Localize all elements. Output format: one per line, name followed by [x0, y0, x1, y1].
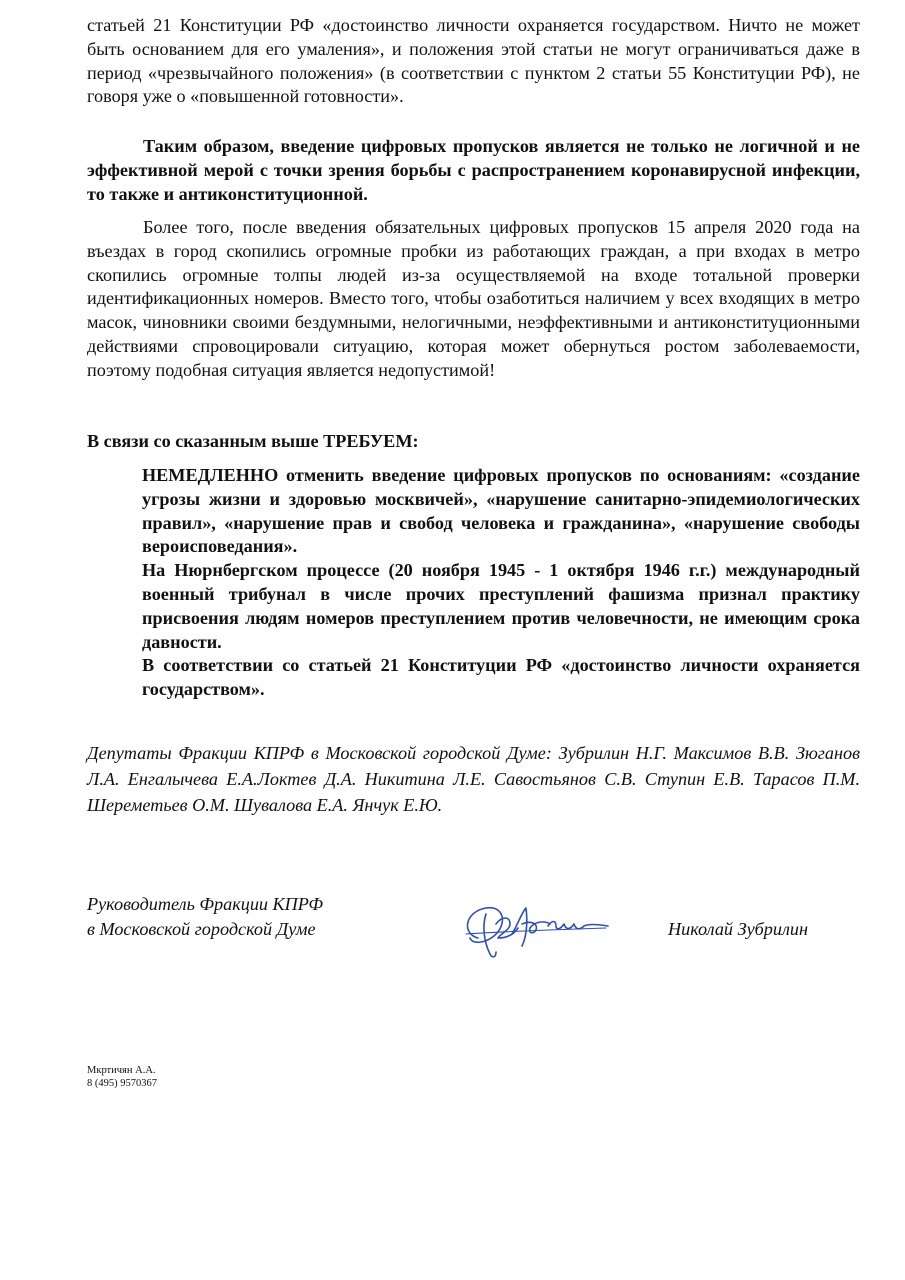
demand-item: На Нюрнбергском процессе (20 ноября 1945 - 1 октября 1946 г.г.) международный военный трибунал в числе прочих преступлений фашизма признал практику присвоения людям номеров преступлением против человечности, не имеющим срока давности. [142, 560, 860, 652]
contact-name: Мкртичян А.А. [87, 1065, 156, 1076]
deputies-list: Депутаты Фракции КПРФ в Московской городской Думе: Зубрилин Н.Г. Максимов В.В. Зюганов Л.А. Енгалычева Е.А.Локтев Д.А. Никитина Л.Е. Савостьянов С.В. Ступин Е.В. Тарасов П.М. Шереметьев О.М. Шувалова Е.А. Янчук Е.Ю. [87, 743, 860, 815]
demand-item: В соответствии со статьей 21 Конституции РФ «достоинство личности охраняется государством». [142, 655, 860, 700]
demand-intro: В связи со сказанным выше ТРЕБУЕМ: [87, 431, 419, 451]
signatory-name: Николай Зубрилин [668, 919, 809, 939]
handwritten-signature [456, 894, 616, 964]
signature-strokes [466, 908, 608, 957]
paragraph-conclusion: Таким образом, введение цифровых пропусков является не только не логичной и не эффективной мерой с точки зрения борьбы с распространением коронавирусной инфекции, то также и антиконституционной. [87, 136, 860, 204]
signatory-title [87, 892, 407, 942]
demands-list [142, 464, 860, 702]
signatory-title-line-2: в Московской городской Думе [87, 919, 316, 939]
contact-phone: 8 (495) 9570367 [87, 1078, 157, 1089]
signatory-title-line-1: Руководитель Фракции КПРФ [87, 894, 324, 914]
footer-contact [87, 1064, 157, 1090]
paragraph-constitution: статьей 21 Конституции РФ «достоинство личности охраняется государством. Ничто не может быть основанием для его умаления», и положения этой статьи не могут ограничиваться даже в период «чрезвычайного положения» (в соответствии с пунктом 2 статьи 55 Конституции РФ), не говоря уже о «повышенной готовности». [87, 15, 860, 107]
demand-item: НЕМЕДЛЕННО отменить введение цифровых пропусков по основаниям: «создание угрозы жизни и здоровью москвичей», «нарушение санитарно-эпидемиологических правил», «нарушение прав и свобод человека и гражданина», «нарушение свободы вероисповедания». [142, 465, 860, 557]
paragraph-consequences: Более того, после введения обязательных цифровых пропусков 15 апреля 2020 года на въездах в город скопились огромные пробки из работающих граждан, а при входах в метро скопились огромные толпы людей из-за осуществляемой на входе тотальной проверки идентификационных номеров. Вместо того, чтобы озаботиться наличием у всех входящих в метро масок, чиновники своими бездумными, нелогичными, неэффективными и антиконституционными действиями спровоцировали ситуацию, которая может обернуться ростом заболеваемости, поэтому подобная ситуация является недопустимой! [87, 217, 860, 380]
